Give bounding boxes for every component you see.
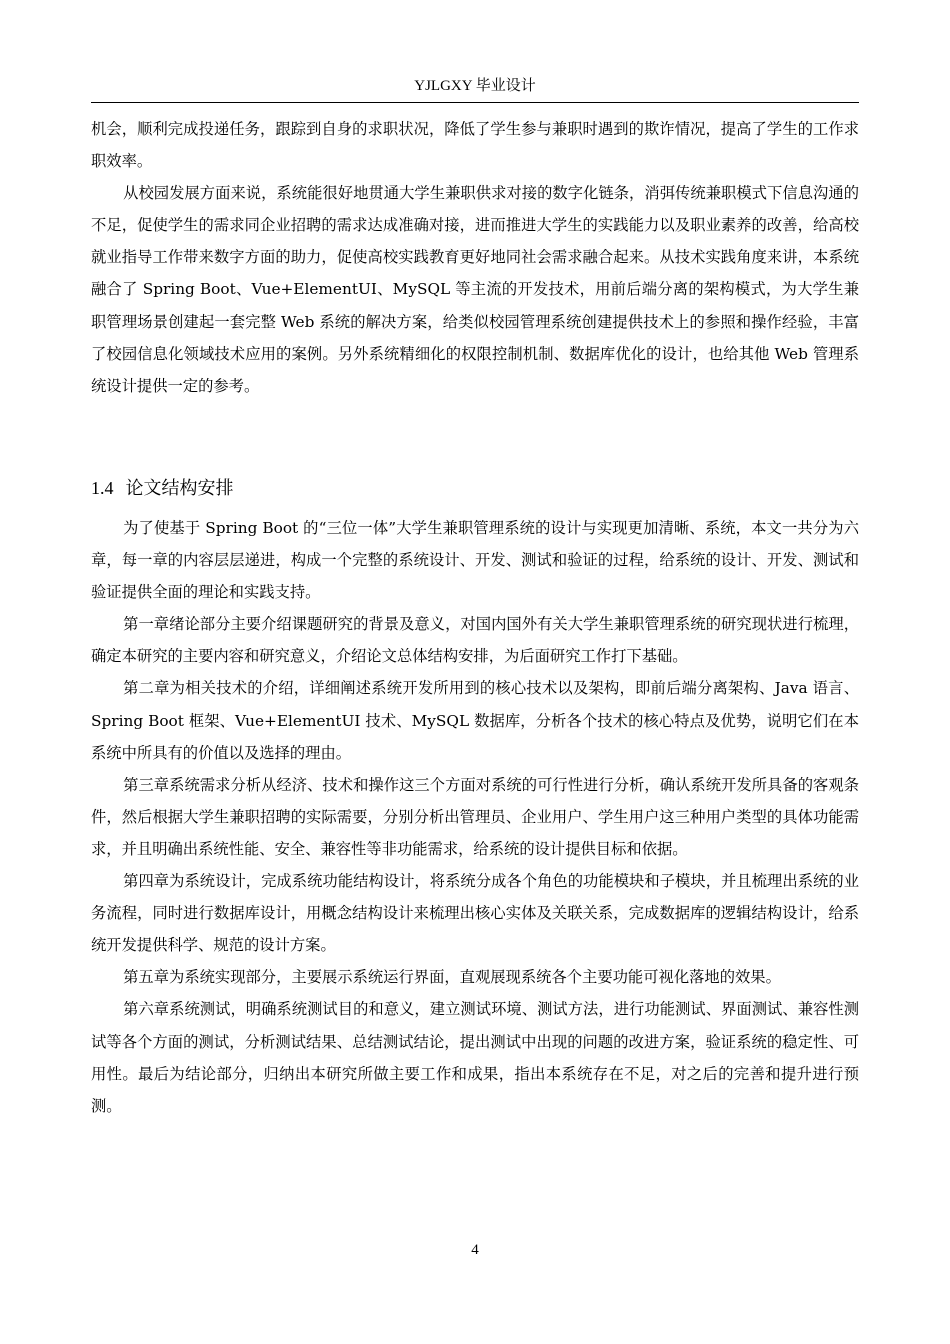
- paragraph: 第四章为系统设计，完成系统功能结构设计，将系统分成各个角色的功能模块和子模块，并且梳理出系统的业务流程，同时进行数据库设计，用概念结构设计来梳理出核心实体及关联关系，完成数据库的逻辑结构设计，给系统开发提供科学、规范的设计方案。: [91, 872, 859, 955]
- paragraph: 从校园发展方面来说，系统能很好地贯通大学生兼职供求对接的数字化链条，消弭传统兼职模式下信息沟通的不足，促使学生的需求同企业招聘的需求达成准确对接，进而推进大学生的实践能力以及职业素养的改善，给高校就业指导工作带来数字方面的助力，促使高校实践教育更好地同社会需求融合起来。从技术实践角度来讲，本系统融合了 Spring Boot、Vue+ElementUI、MySQL 等主流的开发技术，用前后端分离的架构模式，为大学生兼职管理场景创建起一套完整 Web 系统的解决方案，给类似校园管理系统创建提供技术上的参照和操作经验，丰富了校园信息化领域技术应用的案例。另外系统精细化的权限控制机制、数据库优化的设计，也给其他 Web 管理系统设计提供一定的参考。: [91, 184, 859, 395]
- section-number: 1.4: [91, 478, 114, 498]
- page-number: 4: [471, 1242, 479, 1258]
- paragraph: 第一章绪论部分主要介绍课题研究的背景及意义，对国内国外有关大学生兼职管理系统的研究现状进行梳理，确定本研究的主要内容和研究意义，介绍论文总体结构安排，为后面研究工作打下基础。: [91, 615, 859, 666]
- continuation-text: [91, 113, 859, 402]
- paragraph: 第六章系统测试，明确系统测试目的和意义，建立测试环境、测试方法，进行功能测试、界面测试、兼容性测试等各个方面的测试，分析测试结果、总结测试结论，提出测试中出现的问题的改进方案，验证系统的稳定性、可用性。最后为结论部分，归纳出本研究所做主要工作和成果，指出本系统存在不足，对之后的完善和提升进行预测。: [91, 1000, 859, 1115]
- paragraph: 第二章为相关技术的介绍，详细阐述系统开发所用到的核心技术以及架构，即前后端分离架构、Java 语言、Spring Boot 框架、Vue+ElementUI 技术、MySQL 数据库，分析各个技术的核心特点及优势，说明它们在本系统中所具有的价值以及选择的理由。: [91, 679, 859, 762]
- paragraph: 第五章为系统实现部分，主要展示系统运行界面，直观展现系统各个主要功能可视化落地的效果。: [123, 968, 781, 987]
- paragraph: 为了使基于 Spring Boot 的“三位一体”大学生兼职管理系统的设计与实现更加清晰、系统，本文一共分为六章，每一章的内容层层递进，构成一个完整的系统设计、开发、测试和验证的过程，给系统的设计、开发、测试和验证提供全面的理论和实践支持。: [91, 519, 859, 602]
- paragraph: 机会，顺利完成投递任务，跟踪到自身的求职状况，降低了学生参与兼职时遇到的欺诈情况，提高了学生的工作求职效率。: [91, 120, 859, 171]
- section-body: [91, 512, 859, 1122]
- section-title: 论文结构安排: [125, 478, 234, 499]
- page-header: YJLGXY 毕业设计: [91, 76, 859, 103]
- paragraph: 第三章系统需求分析从经济、技术和操作这三个方面对系统的可行性进行分析，确认系统开发所具备的客观条件，然后根据大学生兼职招聘的实际需要，分别分析出管理员、企业用户、学生用户这三种用户类型的具体功能需求，并且明确出系统性能、安全、兼容性等非功能需求，给系统的设计提供目标和依据。: [91, 775, 859, 858]
- section-heading: [91, 472, 859, 505]
